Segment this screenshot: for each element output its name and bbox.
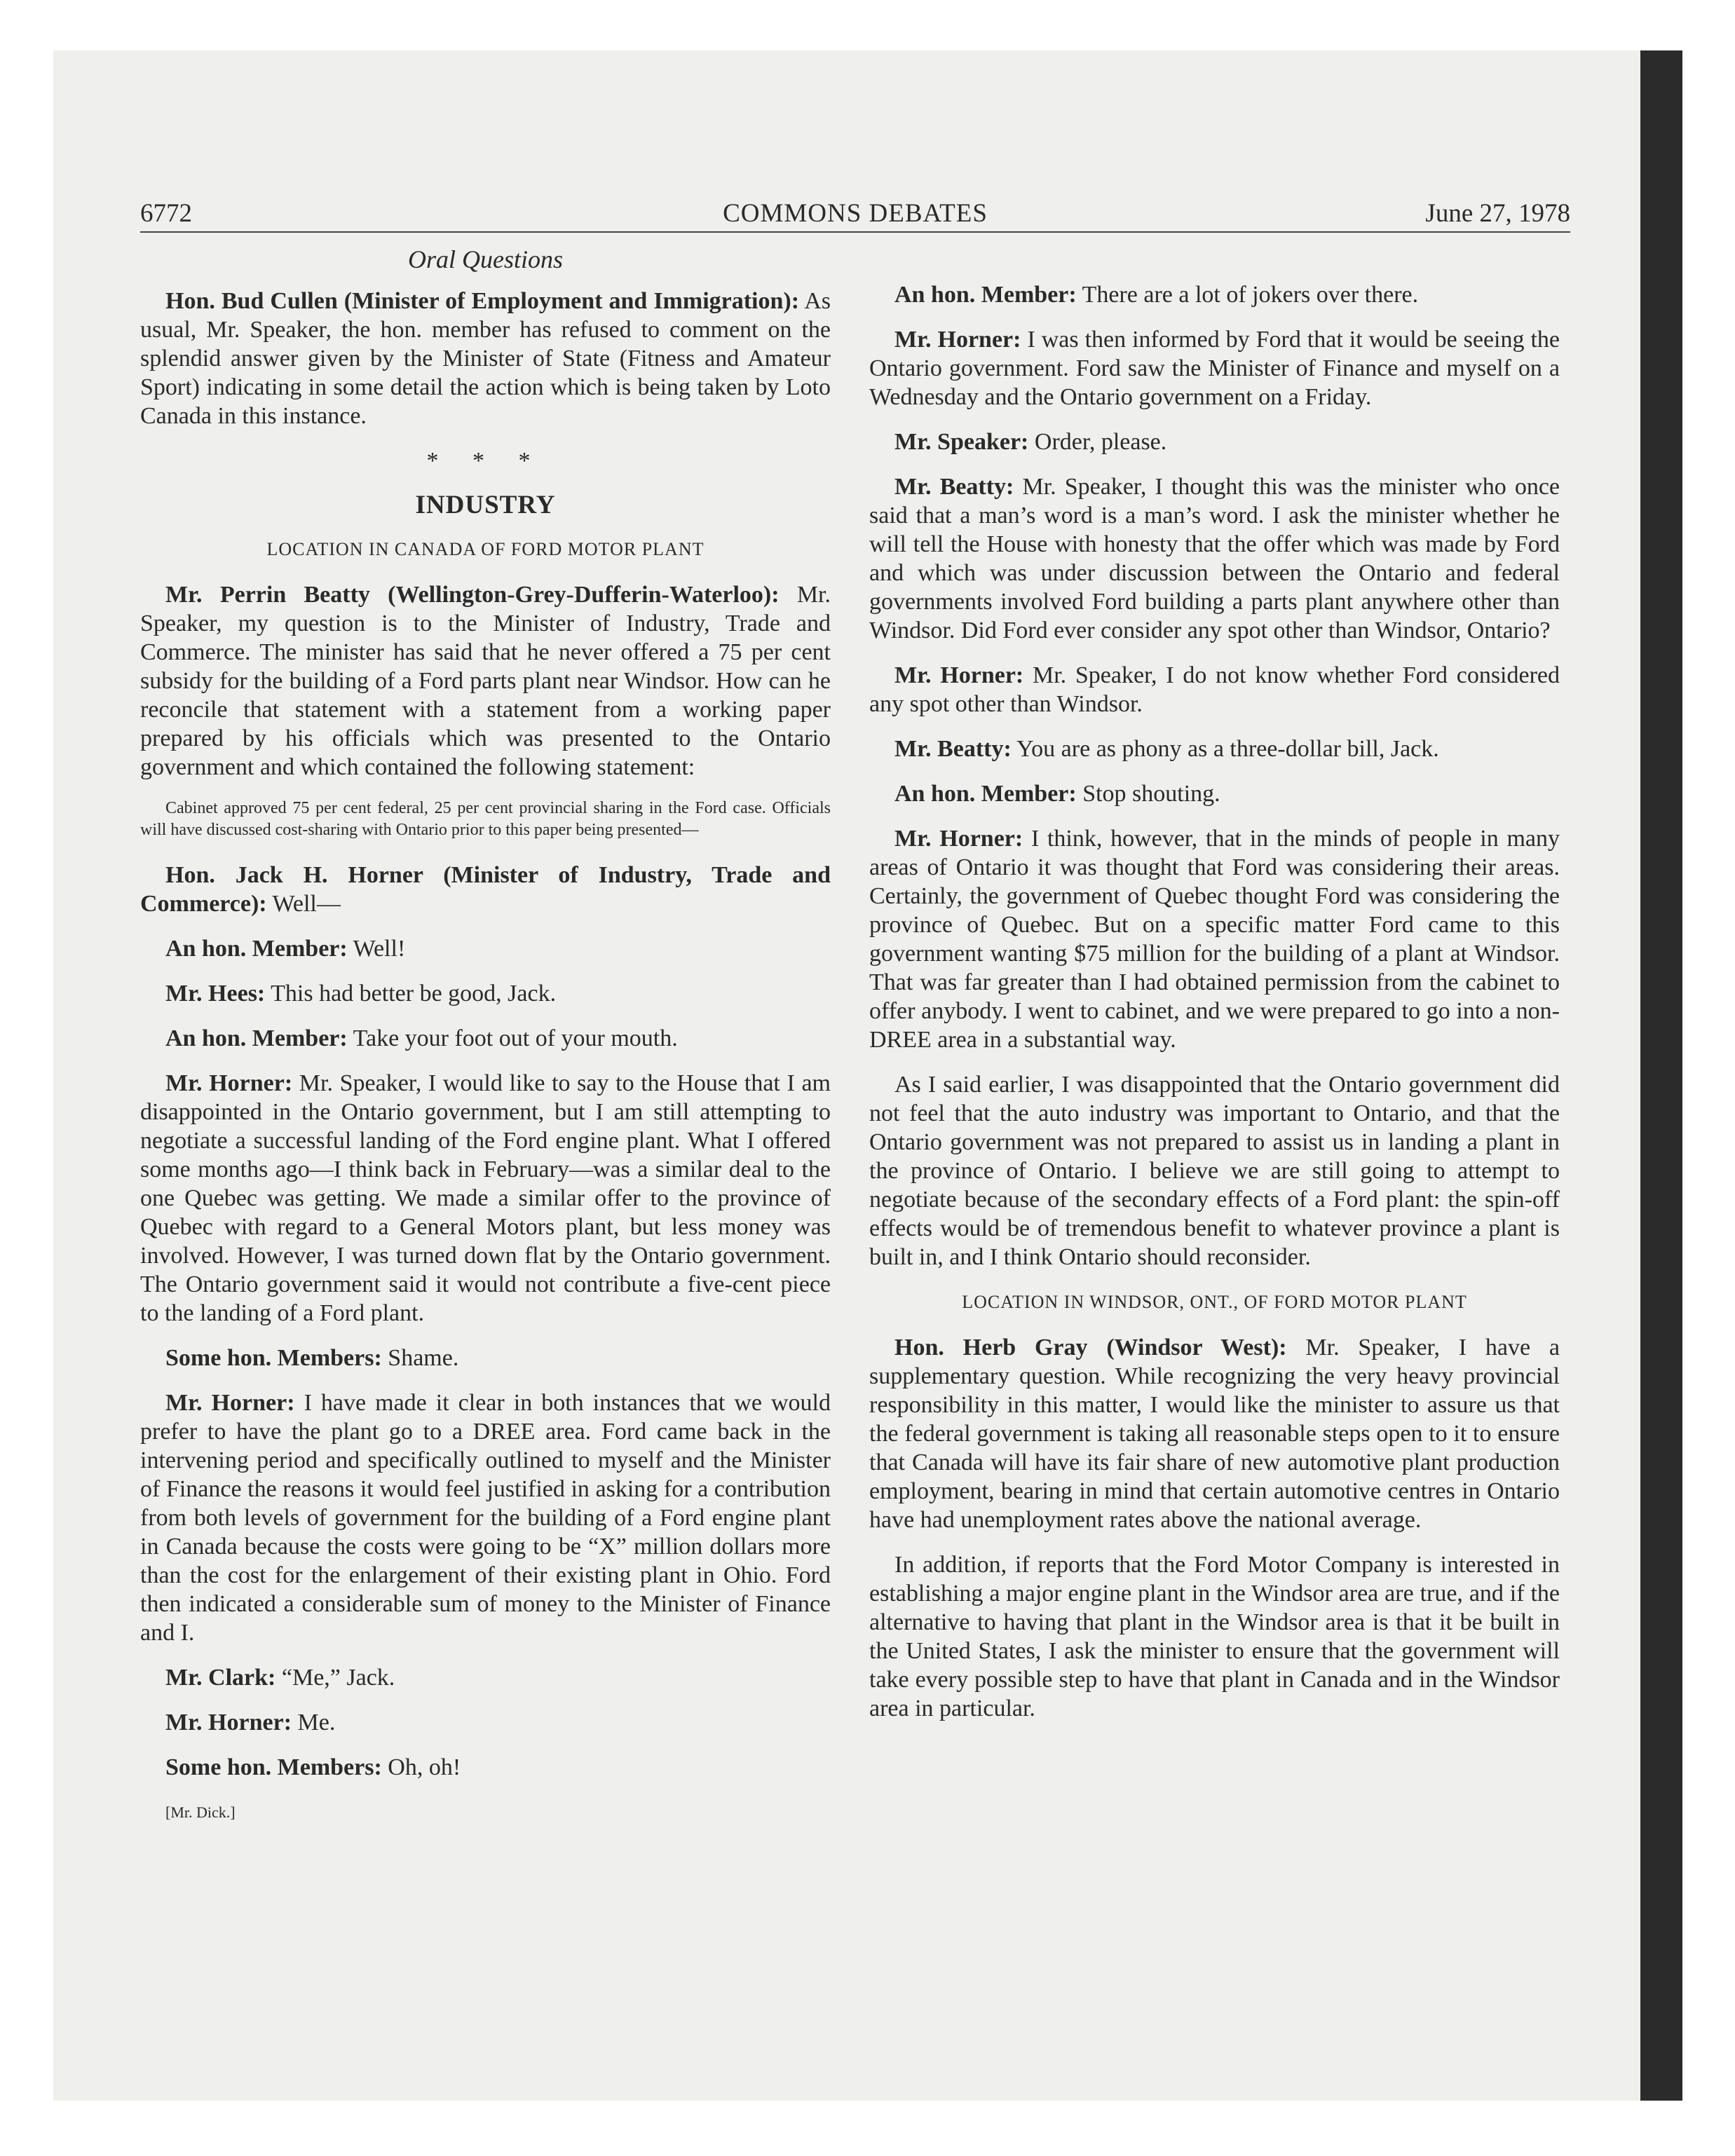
paragraph	[140, 580, 831, 782]
paragraph	[869, 472, 1560, 645]
right-column	[869, 280, 1560, 1739]
paragraph	[140, 1069, 831, 1328]
running-header	[140, 198, 1570, 232]
speaker-name: Mr. Clark:	[165, 1665, 276, 1691]
paragraph	[140, 861, 831, 918]
speaker-name: An hon. Member:	[165, 1025, 348, 1051]
paragraph	[140, 1708, 831, 1737]
paragraph	[140, 979, 831, 1008]
section-label: Oral Questions	[407, 245, 563, 273]
subheading: LOCATION IN CANADA OF FORD MOTOR PLANT	[266, 539, 705, 559]
speech-text: Me.	[292, 1710, 336, 1735]
speaker-name: Mr. Beatty:	[894, 736, 1012, 762]
paragraph: As I said earlier, I was disappointed that the Ontario government did not feel that the auto industry was important to Ontario, and that the Ontario government was not prepared to assist us in landing a plant in the province of Ontario. I believe we are still going to attempt to negotiate because of the secondary effects of a Ford plant: the spin-off effects would be of tremendous benefit to whatever province a plant is built in, and I think Ontario should reconsider.	[869, 1072, 1560, 1270]
paragraph	[869, 661, 1560, 718]
section-separator: * * *	[426, 448, 545, 474]
speaker-attribution: [Mr. Dick.]	[165, 1803, 236, 1821]
paragraph	[140, 1753, 831, 1782]
speech-text: I have made it clear in both instances that we would prefer to have the plant go to a DREE area. Ford came back in the intervening period and specifically outlined to myself and the Minister of Finance the reasons it would feel justified in asking for a contribution from both levels of government for the building of a Ford engine plant in Canada because the costs were going to be “X” million dollars more than the cost for the enlargement of their existing plant in Ohio. Ford then indicated a considerable sum of money to the Minister of Finance and I.	[140, 1390, 831, 1646]
speech-text: There are a lot of jokers over there.	[1076, 282, 1419, 308]
speaker-name: Mr. Horner:	[165, 1390, 295, 1416]
speaker-name: Mr. Horner:	[894, 327, 1021, 353]
speech-text: As usual, Mr. Speaker, the hon. member has refused to comment on the splendid answer given by the Minister of State (Fitness and Amateur Sport) indicating in some detail the action which is being taken by Loto Canada in this instance.	[140, 288, 831, 429]
paragraph	[869, 824, 1560, 1054]
speaker-name: An hon. Member:	[894, 282, 1077, 308]
speech-text: Mr. Speaker, I thought this was the minister who once said that a man’s word is a man’s word. I ask the minister whether he will tell the House with honesty that the offer which was made by Ford and which was under discussion between the Ontario and federal governments involved Ford building a parts plant anywhere other than Windsor. Did Ford ever consider any spot other than Windsor, Ontario?	[869, 474, 1560, 643]
paragraph	[869, 280, 1560, 309]
speech-text: Take your foot out of your mouth.	[347, 1025, 678, 1051]
speech-text: I was then informed by Ford that it would be seeing the Ontario government. Ford saw the Minister of Finance and myself on a Wednesday and the Ontario government on a Friday.	[869, 327, 1560, 410]
speaker-name: Mr. Horner:	[165, 1070, 293, 1096]
speaker-name: Hon. Jack H. Horner (Minister of Industry, Trade and Commerce):	[140, 862, 831, 917]
speaker-name: An hon. Member:	[894, 781, 1077, 807]
speech-text: Mr. Speaker, my question is to the Minister of Industry, Trade and Commerce. The minister has said that he never offered a 75 per cent subsidy for the building of a Ford parts plant near Windsor. How can he reconcile that statement with a statement from a working paper prepared by his officials which was presented to the Ontario government and which contained the following statement:	[140, 582, 831, 780]
speech-text: Order, please.	[1028, 429, 1167, 455]
page-number: 6772	[140, 199, 192, 228]
paragraph	[869, 779, 1560, 808]
paragraph	[869, 428, 1560, 456]
paragraph	[869, 1333, 1560, 1534]
speaker-name: Mr. Speaker:	[894, 429, 1029, 455]
speaker-name: Mr. Horner:	[894, 826, 1023, 852]
speech-text: Shame.	[381, 1345, 459, 1371]
paragraph	[140, 1389, 831, 1647]
speech-text: Mr. Speaker, I do not know whether Ford considered any spot other than Windsor.	[869, 662, 1560, 717]
left-column	[140, 245, 831, 1827]
speaker-name: Mr. Horner:	[165, 1710, 292, 1735]
paragraph	[140, 287, 831, 430]
paragraph	[140, 1663, 831, 1692]
paragraph: In addition, if reports that the Ford Motor Company is interested in establishing a major engine plant in the Windsor area are true, and if the alternative to having that plant in the Windsor area is that it be built in the United States, I ask the minister to ensure that the government will take every possible step to have that plant in Canada and in the Windsor area in particular.	[869, 1552, 1560, 1721]
speaker-name: An hon. Member:	[165, 936, 348, 962]
speech-text: Mr. Speaker, I would like to say to the House that I am disappointed in the Ontario government, but I am still attempting to negotiate a successful landing of the Ford engine plant. What I offered some months ago—I think back in February—was a similar deal to the one Quebec was getting. We made a similar offer to the province of Quebec with regard to a General Motors plant, but less money was involved. However, I was turned down flat by the Ontario government. The Ontario government said it would not contribute a five-cent piece to the landing of a Ford plant.	[140, 1070, 831, 1326]
speech-text: “Me,” Jack.	[275, 1665, 395, 1691]
paragraph	[869, 325, 1560, 411]
speech-text: Well—	[266, 891, 341, 917]
speaker-name: Hon. Bud Cullen (Minister of Employment and Immigration):	[165, 288, 800, 314]
paragraph	[140, 1344, 831, 1372]
header-date: June 27, 1978	[1425, 199, 1570, 228]
speech-text: Well!	[347, 936, 406, 962]
paragraph	[140, 934, 831, 963]
speaker-name: Some hon. Members:	[165, 1754, 382, 1780]
block-quote: Cabinet approved 75 per cent federal, 25 per cent provincial sharing in the Ford case. Officials will have discussed cost-sharing with Ontario prior to this paper being presented—	[140, 799, 831, 839]
header-rule	[140, 231, 1570, 233]
paragraph	[140, 1024, 831, 1053]
speech-text: Stop shouting.	[1076, 781, 1220, 807]
speaker-name: Mr. Hees:	[165, 981, 266, 1007]
paragraph	[869, 735, 1560, 763]
speaker-name: Mr. Beatty:	[894, 474, 1014, 500]
speech-text: You are as phony as a three-dollar bill, Jack.	[1011, 736, 1439, 762]
speaker-name: Some hon. Members:	[165, 1345, 382, 1371]
speech-text: Oh, oh!	[381, 1754, 461, 1780]
speaker-name: Mr. Perrin Beatty (Wellington-Grey-Dufferin-Waterloo):	[165, 582, 780, 608]
speaker-name: Hon. Herb Gray (Windsor West):	[894, 1335, 1287, 1360]
speaker-name: Mr. Horner:	[894, 662, 1024, 688]
speech-text: This had better be good, Jack.	[265, 981, 557, 1007]
publication-title: COMMONS DEBATES	[723, 199, 988, 228]
speech-text: Mr. Speaker, I have a supplementary question. While recognizing the very heavy provincial responsibility in this matter, I would like the minister to assure us that the federal government is taking all reasonable steps open to it to ensure that Canada will have its fair share of new automotive plant production employment, bearing in mind that certain automotive centres in Ontario have had unemployment rates above the national average.	[869, 1335, 1560, 1533]
speech-text: I think, however, that in the minds of people in many areas of Ontario it was thought that Ford was considering their areas. Certainly, the government of Quebec thought Ford was considering the province of Quebec. But on a specific matter Ford came to this government wanting $75 million for the building of a plant at Windsor. That was far greater than I had obtained permission from the cabinet to offer anybody. I went to cabinet, and we were prepared to go into a non-DREE area in a substantial way.	[869, 826, 1560, 1053]
scan-edge	[1640, 50, 1682, 2101]
section-heading: INDUSTRY	[415, 491, 556, 519]
subheading: LOCATION IN WINDSOR, ONT., OF FORD MOTOR PLANT	[962, 1292, 1467, 1312]
